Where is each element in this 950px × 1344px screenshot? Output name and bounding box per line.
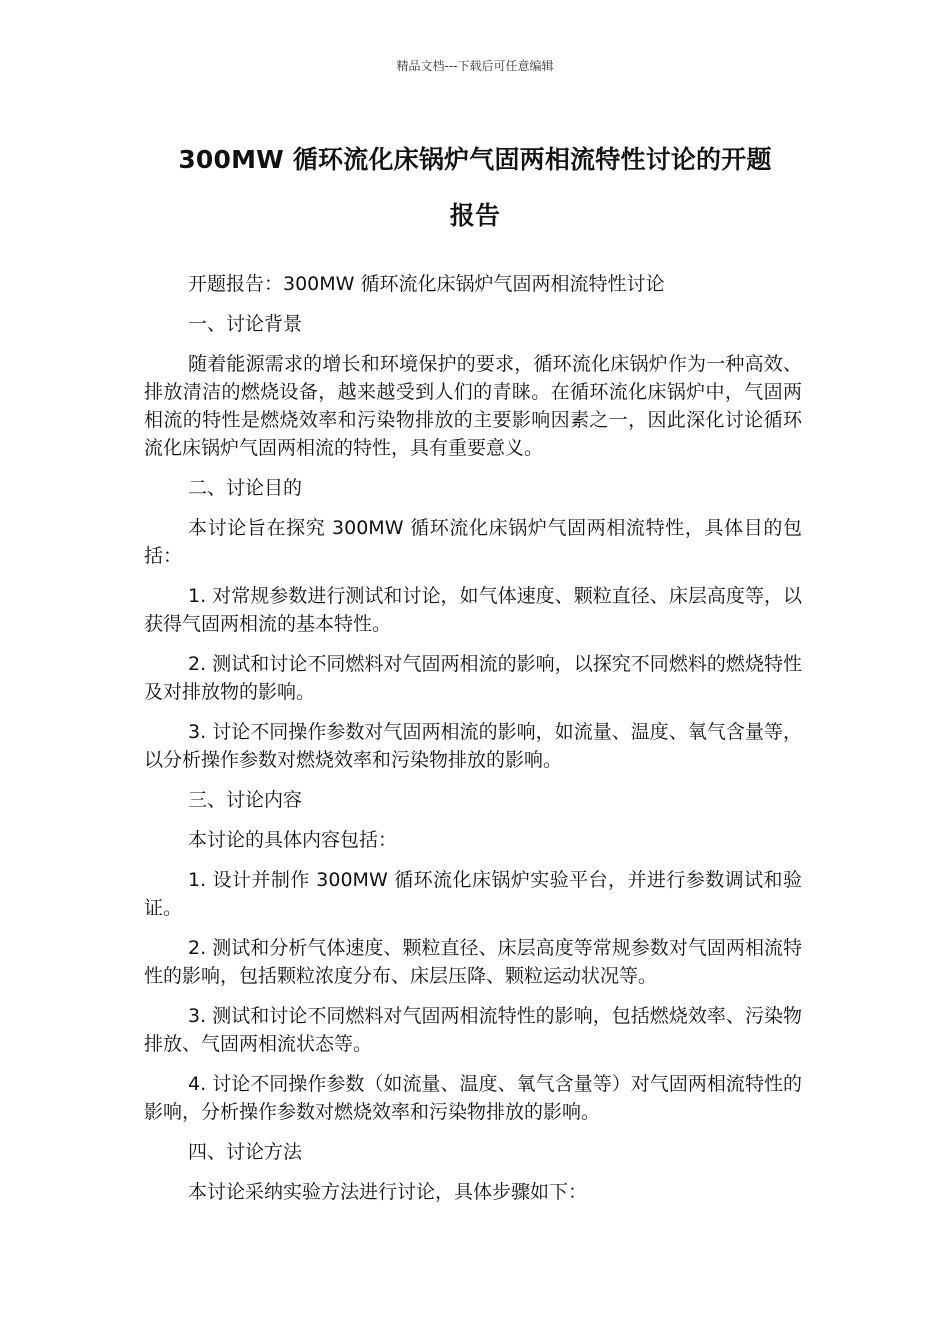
purpose-paragraph: 本讨论旨在探究 300MW 循环流化床锅炉气固两相流特性，具体目的包括：: [144, 517, 802, 567]
document-title: [140, 132, 810, 244]
intro-paragraph: 开题报告：300MW 循环流化床锅炉气固两相流特性讨论: [188, 273, 665, 295]
section-heading-content: 三、讨论内容: [188, 789, 303, 811]
content-item-2: 2. 测试和分析气体速度、颗粒直径、床层高度等常规参数对气固两相流特性的影响，包括颗粒浓度分布、床层压降、颗粒运动状况等。: [144, 937, 802, 987]
page-header: 精品文档---下载后可任意编辑: [396, 59, 554, 73]
method-paragraph: 本讨论采纳实验方法进行讨论，具体步骤如下：: [188, 1181, 588, 1203]
section-heading-purpose: 二、讨论目的: [188, 477, 303, 499]
document-title-line-2: 报告: [449, 201, 501, 230]
content-paragraph: 本讨论的具体内容包括：: [188, 829, 398, 851]
document-title-line-1: 300MW 循环流化床锅炉气固两相流特性讨论的开题: [178, 145, 772, 174]
document-body: [144, 270, 802, 1218]
content-item-1: 1. 设计并制作 300MW 循环流化床锅炉实验平台，并进行参数调试和验证。: [144, 869, 802, 919]
content-item-3: 3. 测试和讨论不同燃料对气固两相流特性的影响，包括燃烧效率、污染物排放、气固两相流状态等。: [144, 1005, 802, 1055]
purpose-item-3: 3. 讨论不同操作参数对气固两相流的影响，如流量、温度、氧气含量等，以分析操作参数对燃烧效率和污染物排放的影响。: [144, 721, 802, 771]
content-item-4: 4. 讨论不同操作参数（如流量、温度、氧气含量等）对气固两相流特性的影响，分析操作参数对燃烧效率和污染物排放的影响。: [144, 1073, 802, 1123]
section-heading-background: 一、讨论背景: [188, 313, 303, 335]
purpose-item-2: 2. 测试和讨论不同燃料对气固两相流的影响，以探究不同燃料的燃烧特性及对排放物的影响。: [144, 653, 802, 703]
purpose-item-1: 1. 对常规参数进行测试和讨论，如气体速度、颗粒直径、床层高度等，以获得气固两相流的基本特性。: [144, 585, 802, 635]
background-paragraph: 随着能源需求的增长和环境保护的要求，循环流化床锅炉作为一种高效、排放清洁的燃烧设备，越来越受到人们的青睐。在循环流化床锅炉中，气固两相流的特性是燃烧效率和污染物排放的主要影响因素之一，因此深化讨论循环流化床锅炉气固两相流的特性，具有重要意义。: [144, 353, 802, 459]
section-heading-method: 四、讨论方法: [188, 1141, 303, 1163]
